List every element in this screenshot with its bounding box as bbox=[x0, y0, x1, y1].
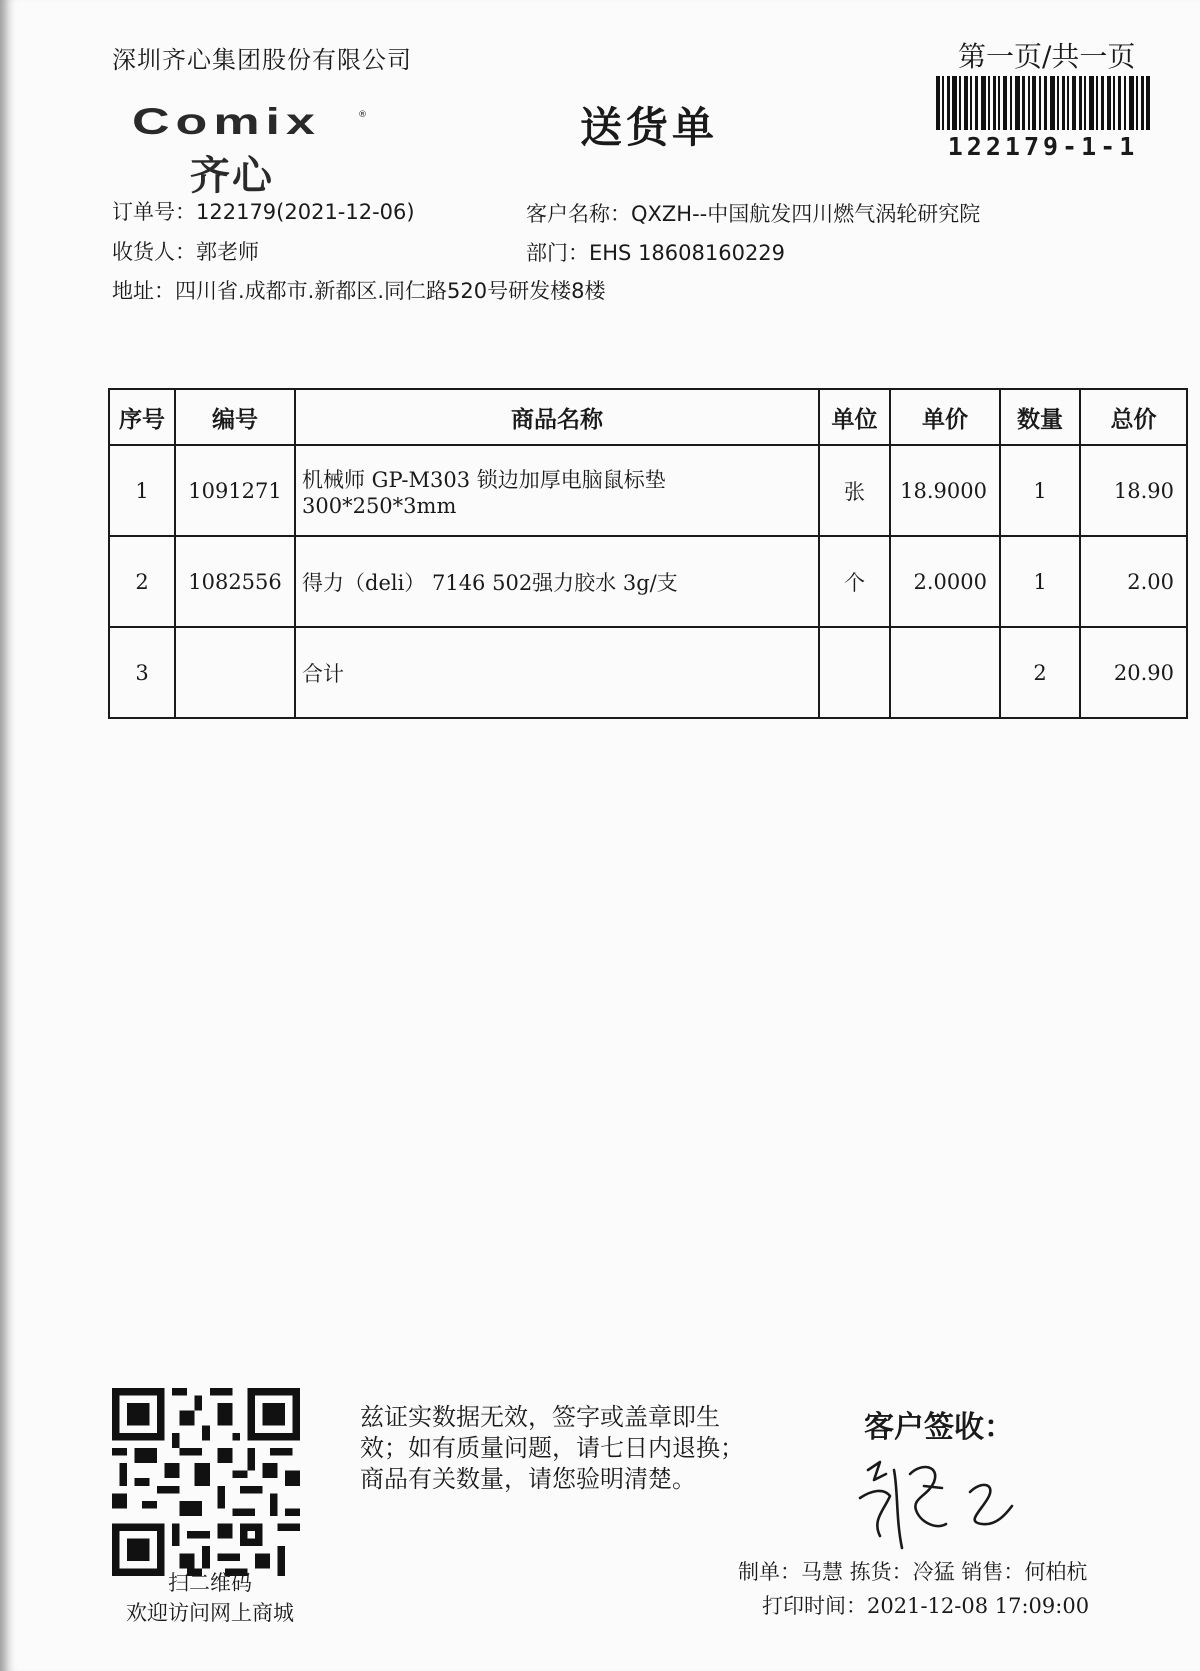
receiver-name: 收货人：郭老师 bbox=[112, 240, 259, 264]
cell-unit: 张 bbox=[819, 445, 890, 536]
page-indicator: 第一页/共一页 bbox=[958, 40, 1136, 73]
barcode-number: 122179-1-1 bbox=[947, 132, 1139, 161]
staff-line: 制单：马慧 拣货：冷猛 销售：何柏杭 bbox=[738, 1560, 1088, 1584]
department: 部门：EHS 18608160229 bbox=[526, 241, 786, 265]
cell-grand-total: 20.90 bbox=[1080, 627, 1187, 718]
cell-quantity: 1 bbox=[1000, 536, 1080, 627]
cell-unit-price: 18.9000 bbox=[890, 445, 1000, 536]
delivery-address: 地址：四川省.成都市.新都区.同仁路520号研发楼8楼 bbox=[112, 279, 606, 303]
comix-logo bbox=[132, 100, 372, 199]
cell-unit: 个 bbox=[819, 536, 890, 627]
qr-caption bbox=[100, 1568, 320, 1628]
header-total-price: 总价 bbox=[1080, 389, 1187, 445]
logo-trademark: ® bbox=[358, 110, 367, 120]
goods-table bbox=[108, 388, 1186, 719]
table-row bbox=[109, 536, 1187, 627]
cell-total-price: 2.00 bbox=[1080, 536, 1187, 627]
cell-code bbox=[175, 627, 295, 718]
cell-unit-price bbox=[890, 627, 1000, 718]
qr-code-icon bbox=[112, 1388, 300, 1576]
header-seq: 序号 bbox=[109, 389, 175, 445]
logo-chinese-name: 齐心 bbox=[190, 153, 274, 199]
cell-quantity: 1 bbox=[1000, 445, 1080, 536]
header-unit-price: 单价 bbox=[890, 389, 1000, 445]
customer-sign-label: 客户签收： bbox=[864, 1410, 1014, 1445]
table-header-row bbox=[109, 389, 1187, 445]
customer-name: 客户名称：QXZH--中国航发四川燃气涡轮研究院 bbox=[526, 202, 981, 226]
notice-line-3: 商品有关数量，请您验明清楚。 bbox=[360, 1465, 696, 1493]
header-unit: 单位 bbox=[819, 389, 890, 445]
header-quantity: 数量 bbox=[1000, 389, 1080, 445]
cell-seq: 1 bbox=[109, 445, 175, 536]
notice-text bbox=[360, 1402, 780, 1495]
table-row bbox=[109, 445, 1187, 536]
cell-seq: 3 bbox=[109, 627, 175, 718]
qr-caption-line-2: 欢迎访问网上商城 bbox=[126, 1601, 294, 1625]
header-product-name: 商品名称 bbox=[295, 389, 819, 445]
table-total-row bbox=[109, 627, 1187, 718]
order-number: 订单号：122179(2021-12-06) bbox=[112, 200, 415, 224]
logo-wordmark: Comix bbox=[132, 100, 321, 143]
print-time: 打印时间：2021-12-08 17:09:00 bbox=[762, 1594, 1090, 1618]
header-code: 编号 bbox=[175, 389, 295, 445]
company-name: 深圳齐心集团股份有限公司 bbox=[112, 46, 412, 74]
cell-product-name: 机械师 GP-M303 锁边加厚电脑鼠标垫300*250*3mm bbox=[295, 445, 819, 536]
qr-caption-line-1: 扫二维码 bbox=[168, 1571, 252, 1595]
notice-line-2: 效；如有质量问题，请七日内退换； bbox=[360, 1434, 744, 1462]
cell-unit-price: 2.0000 bbox=[890, 536, 1000, 627]
cell-product-name: 得力（deli） 7146 502强力胶水 3g/支 bbox=[295, 536, 819, 627]
cell-code: 1082556 bbox=[175, 536, 295, 627]
cell-total-label: 合计 bbox=[295, 627, 819, 718]
notice-line-1: 兹证实数据无效，签字或盖章即生 bbox=[360, 1403, 720, 1431]
cell-unit bbox=[819, 627, 890, 718]
cell-code: 1091271 bbox=[175, 445, 295, 536]
cell-total-price: 18.90 bbox=[1080, 445, 1187, 536]
cell-seq: 2 bbox=[109, 536, 175, 627]
barcode bbox=[936, 76, 1150, 130]
cell-total-quantity: 2 bbox=[1000, 627, 1080, 718]
document-title: 送货单 bbox=[580, 103, 719, 152]
handwritten-signature bbox=[850, 1440, 1030, 1560]
